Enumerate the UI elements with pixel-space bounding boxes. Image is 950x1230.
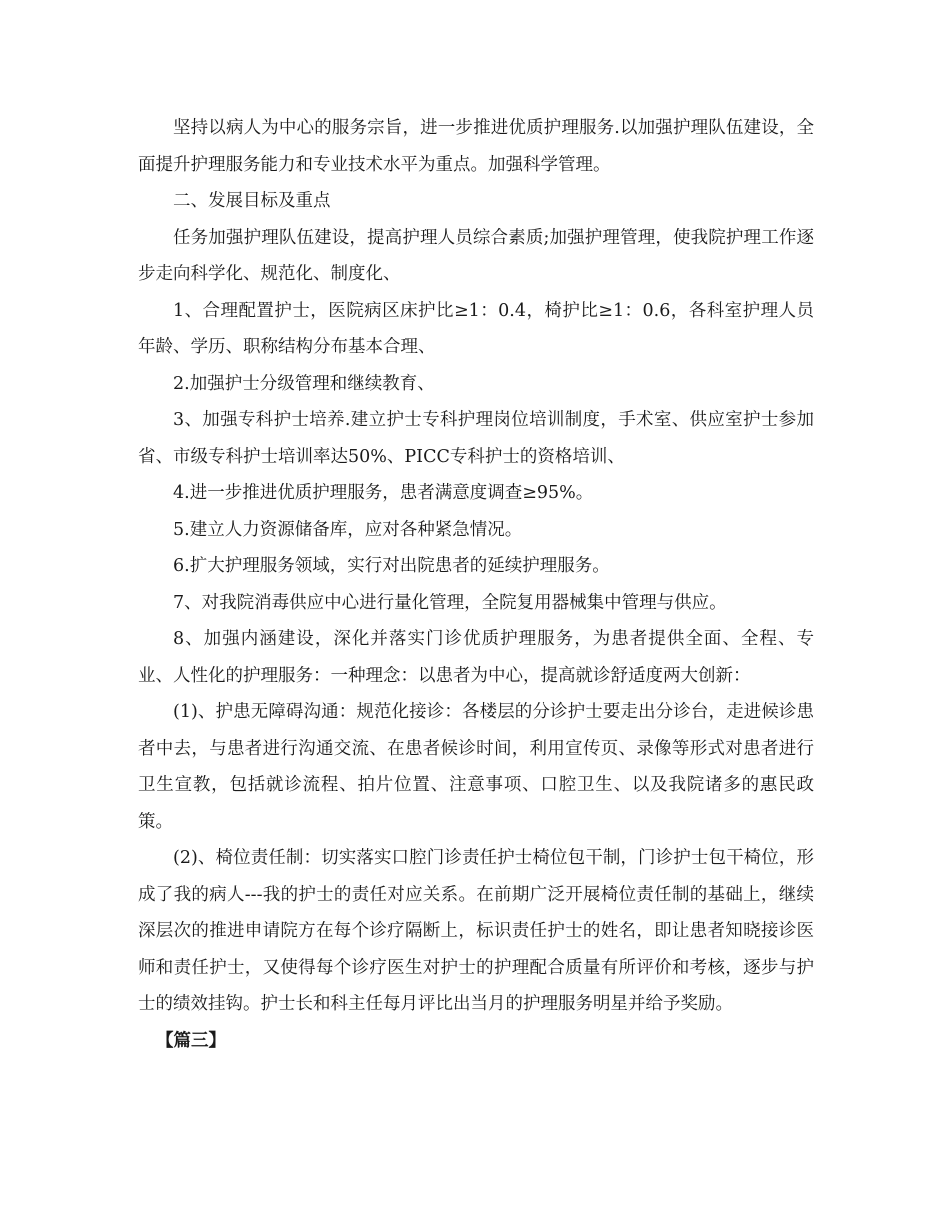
sub-item-2: (2)、椅位责任制：切实落实口腔门诊责任护士椅位包干制，门诊护士包干椅位，形成了我的病人---我的护士的责任对应关系。在前期广泛开展椅位责任制的基础上，继续深层次的推进申请院方在每个诊疗隔断上，标识责任护士的姓名，即让患者知晓接诊医师和责任护士，又使得每个诊疗医生对护士的护理配合质量有所评价和考核，逐步与护士的绩效挂钩。护士长和科主任每月评比出当月的护理服务明星并给予奖励。 <box>138 848 814 1014</box>
list-item-1: 1、合理配置护士，医院病区床护比≥1：0.4，椅护比≥1：0.6，各科室护理人员年龄、学历、职称结构分布基本合理、 <box>138 300 814 357</box>
list-item-2: 2.加强护士分级管理和继续教育、 <box>173 373 435 394</box>
list-item-4: 4.进一步推进优质护理服务，患者满意度调查≥95%。 <box>173 483 594 503</box>
list-item-8: 8、加强内涵建设，深化并落实门诊优质护理服务，为患者提供全面、全程、专业、人性化的护理服务：一种理念：以患者为中心，提高就诊舒适度两大创新： <box>138 629 814 686</box>
list-item-6: 6.扩大护理服务领域，实行对出院患者的延续护理服务。 <box>173 556 610 576</box>
section-heading: 【篇三】 <box>156 1030 226 1051</box>
sub-item-1: (1)、护患无障碍沟通：规范化接诊：各楼层的分诊护士要走出分诊台，走进候诊患者中去，与患者进行沟通交流、在患者候诊时间，利用宣传页、录像等形式对患者进行卫生宣教，包括就诊流程、拍片位置、注意事项、口腔卫生、以及我院诸多的惠民政策。 <box>138 702 814 832</box>
list-item-3: 3、加强专科护士培养.建立护士专科护理岗位培训制度，手术室、供应室护士参加省、市级专科护士培训率达50%、PICC专科护士的资格培训、 <box>138 410 814 467</box>
paragraph-intro: 坚持以病人为中心的服务宗旨，进一步推进优质护理服务.以加强护理队伍建设，全面提升护理服务能力和专业技术水平为重点。加强科学管理。 <box>138 118 814 175</box>
list-item-7: 7、对我院消毒供应中心进行量化管理，全院复用器械集中管理与供应。 <box>173 592 727 613</box>
paragraph-task: 任务加强护理队伍建设，提高护理人员综合素质;加强护理管理，使我院护理工作逐步走向科学化、规范化、制度化、 <box>138 227 814 284</box>
document-body <box>138 110 814 1059</box>
heading-goals: 二、发展目标及重点 <box>173 191 331 211</box>
list-item-5: 5.建立人力资源储备库，应对各种紧急情况。 <box>173 519 523 540</box>
